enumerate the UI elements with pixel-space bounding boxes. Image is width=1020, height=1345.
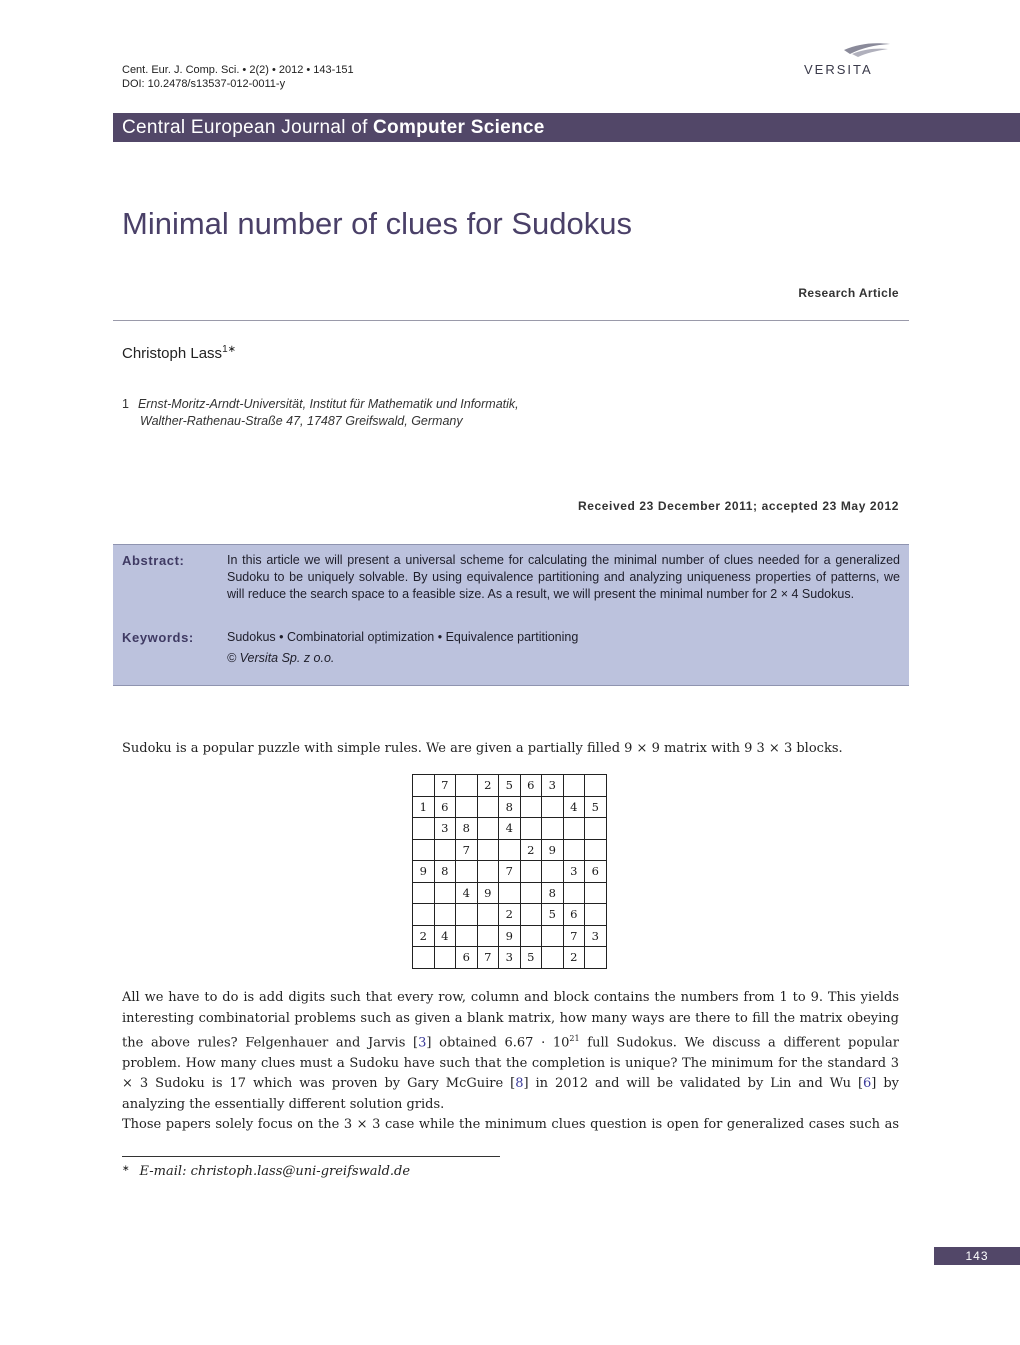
sudoku-cell: [499, 839, 521, 861]
sudoku-row: [413, 882, 607, 904]
sudoku-cell: 3: [542, 775, 564, 797]
footnote-divider: [122, 1156, 500, 1157]
footnote-email: E-mail: christoph.lass@uni-greifswald.de: [139, 1164, 411, 1179]
exponent: 21: [569, 1034, 580, 1043]
affiliation: [122, 396, 519, 430]
body-text-segment: full Sudokus. We discuss a different popular problem. How many clues must a Sudoku have such that the completion is unique? The minimum for the standard 3 × 3 Sudoku is 17 which was proven by Gary McGuire [: [122, 1035, 899, 1092]
sudoku-cell: 3: [434, 818, 456, 840]
sudoku-cell: [477, 839, 499, 861]
keywords: Sudokus • Combinatorial optimization • Equivalence partitioning: [227, 630, 579, 644]
sudoku-cell: [413, 818, 435, 840]
sudoku-cell: [499, 882, 521, 904]
affiliation-number: 1: [122, 397, 129, 411]
sudoku-cell: [542, 861, 564, 883]
sudoku-cell: [477, 818, 499, 840]
sudoku-cell: 6: [563, 904, 585, 926]
sudoku-row: [413, 947, 607, 969]
sudoku-cell: [585, 904, 607, 926]
sudoku-cell: [563, 818, 585, 840]
sudoku-cell: [456, 925, 478, 947]
doi-line: DOI: 10.2478/s13537-012-0011-y: [122, 78, 286, 90]
sudoku-cell: 8: [434, 861, 456, 883]
abstract-box: [113, 544, 909, 686]
sudoku-cell: [542, 818, 564, 840]
sudoku-cell: 4: [563, 796, 585, 818]
sudoku-cell: [585, 882, 607, 904]
sudoku-cell: [413, 904, 435, 926]
sudoku-cell: [413, 882, 435, 904]
sudoku-cell: 4: [456, 882, 478, 904]
sudoku-cell: [585, 775, 607, 797]
citation-line: Cent. Eur. J. Comp. Sci. • 2(2) • 2012 • 143-151: [122, 64, 354, 76]
received-dates: Received 23 December 2011; accepted 23 May 2012: [577, 499, 899, 513]
sudoku-cell: [520, 925, 542, 947]
article-title: Minimal number of clues for Sudokus: [122, 206, 633, 241]
sudoku-cell: [585, 839, 607, 861]
sudoku-cell: [563, 839, 585, 861]
sudoku-cell: [520, 882, 542, 904]
sudoku-row: [413, 796, 607, 818]
publisher-logo: [800, 40, 892, 80]
sudoku-grid: [412, 774, 607, 969]
sudoku-cell: [456, 775, 478, 797]
sudoku-cell: 2: [413, 925, 435, 947]
sudoku-cell: 1: [413, 796, 435, 818]
sudoku-cell: [520, 861, 542, 883]
sudoku-cell: [520, 904, 542, 926]
sudoku-cell: 6: [585, 861, 607, 883]
affiliation-line: Walther-Rathenau-Straße 47, 17487 Greifswald, Germany: [140, 414, 463, 428]
sudoku-cell: [434, 882, 456, 904]
sudoku-cell: 7: [456, 839, 478, 861]
body-text-segment: All we have to do is add digits such that every row, column and block contains the numbers from 1 to 9. This yields interesting combinatorial problems such as given a blank matrix, how many ways are there to fill the matrix obeying the above rules? Felgenhauer and Jarvis [: [122, 990, 899, 1051]
abstract-label: Abstract:: [122, 553, 185, 568]
sudoku-cell: [434, 839, 456, 861]
sudoku-cell: [434, 904, 456, 926]
sudoku-cell: [585, 818, 607, 840]
citation-link[interactable]: 6: [863, 1076, 872, 1092]
sudoku-cell: [413, 947, 435, 969]
sudoku-cell: 4: [499, 818, 521, 840]
sudoku-cell: 6: [520, 775, 542, 797]
citation-link[interactable]: 3: [418, 1035, 427, 1051]
author-name: Christoph Lass: [122, 345, 223, 362]
sudoku-cell: [477, 925, 499, 947]
sudoku-cell: [413, 839, 435, 861]
sudoku-cell: 5: [542, 904, 564, 926]
sudoku-cell: 2: [563, 947, 585, 969]
sudoku-row: [413, 775, 607, 797]
sudoku-cell: 5: [499, 775, 521, 797]
sudoku-cell: [477, 796, 499, 818]
sudoku-cell: 8: [542, 882, 564, 904]
sudoku-cell: 9: [413, 861, 435, 883]
author-mark: 1∗: [222, 344, 237, 355]
journal-banner: [113, 113, 1020, 142]
sudoku-cell: 8: [456, 818, 478, 840]
footnote: [122, 1163, 410, 1179]
sudoku-row: [413, 925, 607, 947]
abstract-text: In this article we will present a universal scheme for calculating the minimal number of clues needed for a generalized Sudoku to be uniquely solvable. By using equivalence partitioning and analyzing uniqueness properties of patterns, we will reduce the search space to a feasible size. As a result, we will present the minimal number for 2 × 4 Sudokus.: [227, 553, 900, 601]
sudoku-cell: [520, 796, 542, 818]
sudoku-cell: 2: [520, 839, 542, 861]
sudoku-cell: [563, 775, 585, 797]
sudoku-cell: [456, 796, 478, 818]
copyright: © Versita Sp. z o.o.: [227, 651, 335, 665]
body-text-segment: ] by analyzing the essentially different solution grids.: [122, 1076, 899, 1112]
sudoku-row: [413, 818, 607, 840]
footnote-mark: ∗: [122, 1163, 130, 1173]
sudoku-cell: [477, 904, 499, 926]
sudoku-cell: [413, 775, 435, 797]
sudoku-cell: [456, 861, 478, 883]
logo-text: VERSITA: [804, 62, 873, 77]
sudoku-cell: [563, 882, 585, 904]
sudoku-cell: 8: [499, 796, 521, 818]
citation-link[interactable]: 8: [515, 1076, 524, 1092]
journal-name-light: Central European Journal of: [122, 117, 368, 138]
sudoku-cell: [477, 861, 499, 883]
sudoku-cell: 5: [585, 796, 607, 818]
sudoku-cell: 9: [477, 882, 499, 904]
article-type: Research Article: [798, 286, 899, 300]
sudoku-cell: 3: [499, 947, 521, 969]
body-text-segment: ] in 2012 and will be validated by Lin and Wu [: [523, 1076, 864, 1092]
keywords-label: Keywords:: [122, 630, 194, 645]
swoosh-icon: [800, 40, 892, 64]
sudoku-cell: 9: [542, 839, 564, 861]
page-number: 143: [934, 1247, 1020, 1265]
sudoku-row: [413, 861, 607, 883]
intro-paragraph: Sudoku is a popular puzzle with simple rules. We are given a partially filled 9 × 9 matrix with 9 3 × 3 blocks.: [122, 741, 843, 756]
sudoku-cell: 6: [456, 947, 478, 969]
journal-name-bold: Computer Science: [373, 117, 545, 138]
sudoku-cell: [542, 925, 564, 947]
body-text: [122, 988, 899, 1136]
sudoku-cell: 6: [434, 796, 456, 818]
author: [122, 344, 236, 362]
sudoku-cell: 5: [520, 947, 542, 969]
sudoku-cell: [456, 904, 478, 926]
body-text-segment: ] obtained 6.67 · 10: [426, 1035, 570, 1051]
sudoku-cell: 3: [563, 861, 585, 883]
sudoku-cell: 4: [434, 925, 456, 947]
sudoku-cell: 2: [477, 775, 499, 797]
citation: [122, 63, 354, 91]
sudoku-row: [413, 904, 607, 926]
affiliation-line: Ernst-Moritz-Arndt-Universität, Institut für Mathematik und Informatik,: [137, 397, 519, 411]
sudoku-cell: 7: [434, 775, 456, 797]
sudoku-cell: 9: [499, 925, 521, 947]
sudoku-cell: [542, 796, 564, 818]
sudoku-cell: 7: [563, 925, 585, 947]
sudoku-row: [413, 839, 607, 861]
body-paragraph: Those papers solely focus on the 3 × 3 case while the minimum clues question is open for generalized cases such as: [122, 1117, 899, 1133]
sudoku-cell: 7: [477, 947, 499, 969]
divider: [113, 320, 909, 321]
sudoku-cell: 7: [499, 861, 521, 883]
sudoku-cell: [434, 947, 456, 969]
sudoku-cell: 3: [585, 925, 607, 947]
sudoku-cell: [520, 818, 542, 840]
sudoku-cell: [585, 947, 607, 969]
sudoku-cell: [542, 947, 564, 969]
sudoku-cell: 2: [499, 904, 521, 926]
